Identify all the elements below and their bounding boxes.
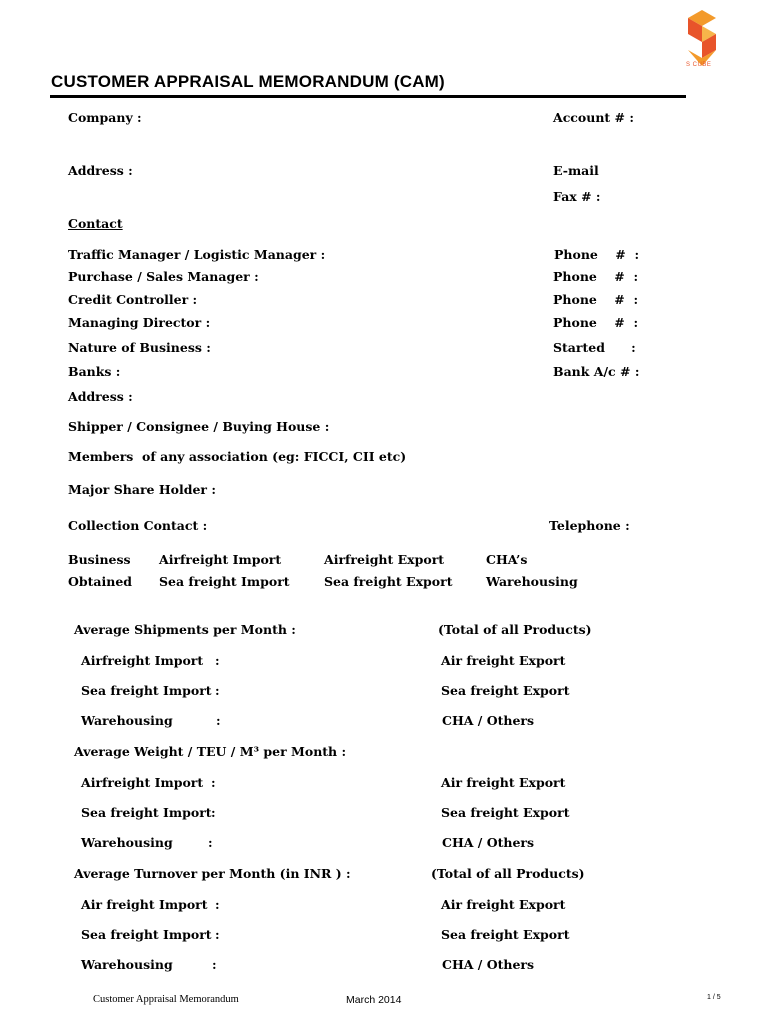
contact-phone: Phone # : (553, 315, 639, 330)
contact-heading: Contact (68, 216, 123, 231)
email-label: E-mail (553, 163, 599, 178)
started-label: Started : (553, 340, 636, 355)
banks-label: Banks : (68, 364, 121, 379)
row-colon: : (212, 957, 217, 972)
row-label: Sea freight Import (81, 927, 212, 942)
collection-contact-label: Collection Contact : (68, 518, 208, 533)
bank-address-label: Address : (68, 389, 133, 404)
members-label: Members of any association (eg: FICCI, CII etc) (68, 449, 407, 464)
business-option: Sea freight Import (159, 574, 290, 589)
row-right: Air freight Export (441, 775, 566, 790)
row-colon: : (211, 805, 216, 820)
business-option: Airfreight Import (159, 552, 282, 567)
row-colon: : (215, 927, 220, 942)
business-option: Warehousing (486, 574, 578, 589)
row-right: Air freight Export (441, 653, 566, 668)
shipper-label: Shipper / Consignee / Buying House : (68, 419, 330, 434)
section-heading: Average Shipments per Month : (74, 622, 296, 637)
footer-date: March 2014 (346, 994, 402, 1006)
row-colon: : (216, 713, 221, 728)
contact-label: Managing Director : (68, 315, 211, 330)
row-label: Air freight Import (81, 897, 208, 912)
address-label: Address : (68, 163, 133, 178)
obtained-label: Obtained (68, 574, 133, 589)
row-label: Sea freight Import (81, 683, 212, 698)
business-label: Business (68, 552, 131, 567)
row-right: CHA / Others (442, 957, 535, 972)
row-colon: : (215, 897, 220, 912)
row-colon: : (215, 653, 220, 668)
logo-text: S CUBE (686, 62, 712, 68)
nature-of-business-label: Nature of Business : (68, 340, 211, 355)
shareholder-label: Major Share Holder : (68, 482, 216, 497)
contact-phone: Phone # : (553, 269, 639, 284)
row-right: CHA / Others (442, 713, 535, 728)
page-title: CUSTOMER APPRAISAL MEMORANDUM (CAM) (51, 72, 445, 91)
row-right: Sea freight Export (441, 927, 570, 942)
row-right: CHA / Others (442, 835, 535, 850)
row-label: Airfreight Import (81, 775, 204, 790)
telephone-label: Telephone : (549, 518, 630, 533)
contact-label: Traffic Manager / Logistic Manager : (68, 247, 326, 262)
row-colon: : (215, 683, 220, 698)
fax-label: Fax # : (553, 189, 601, 204)
row-right: Sea freight Export (441, 805, 570, 820)
row-label: Warehousing (81, 835, 173, 850)
bank-account-label: Bank A/c # : (553, 364, 640, 379)
business-option: Sea freight Export (324, 574, 453, 589)
footer-title: Customer Appraisal Memorandum (93, 994, 239, 1005)
section-total: (Total of all Products) (431, 866, 585, 881)
row-colon: : (208, 835, 213, 850)
account-label: Account # : (553, 110, 634, 125)
company-label: Company : (68, 110, 142, 125)
section-heading: Average Turnover per Month (in INR ) : (74, 866, 351, 881)
business-option: CHA’s (486, 552, 528, 567)
page-number: 1 / 5 (707, 994, 721, 1001)
row-right: Air freight Export (441, 897, 566, 912)
contact-phone: Phone # : (553, 292, 639, 307)
row-right: Sea freight Export (441, 683, 570, 698)
business-option: Airfreight Export (324, 552, 445, 567)
row-label: Airfreight Import (81, 653, 204, 668)
row-label: Warehousing (81, 713, 173, 728)
section-heading: Average Weight / TEU / M³ per Month : (74, 744, 347, 759)
title-rule (50, 95, 686, 98)
row-label: Sea freight Import (81, 805, 212, 820)
row-label: Warehousing (81, 957, 173, 972)
contact-label: Purchase / Sales Manager : (68, 269, 259, 284)
row-colon: : (211, 775, 216, 790)
contact-phone: Phone # : (554, 247, 640, 262)
section-total: (Total of all Products) (438, 622, 592, 637)
contact-label: Credit Controller : (68, 292, 198, 307)
